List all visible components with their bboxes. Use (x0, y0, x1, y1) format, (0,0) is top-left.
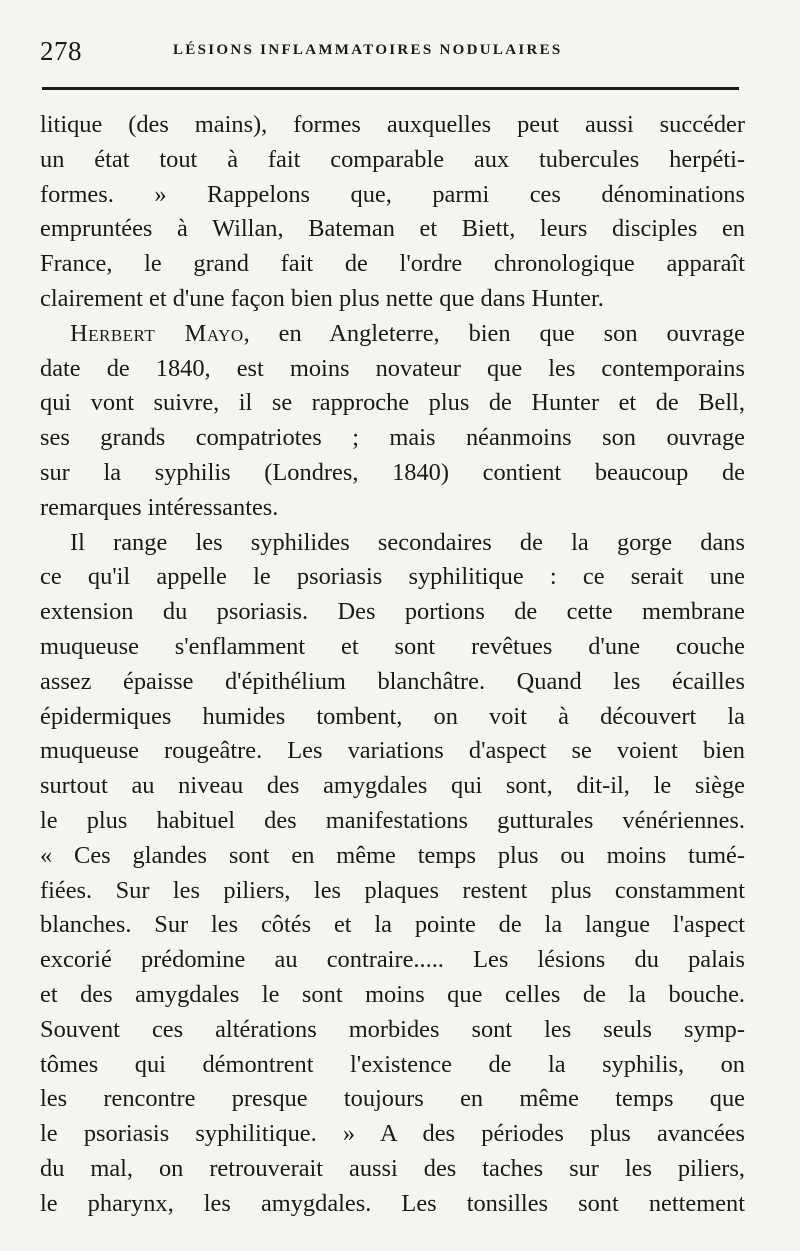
text-line (40, 317, 745, 352)
paragraph (40, 526, 745, 1222)
text-line: muqueuse s'enflamment et sont revêtues d'une couche (40, 632, 745, 660)
text-line: clairement et d'une façon bien plus nette que dans Hunter. (40, 284, 604, 312)
text-line: les rencontre presque toujours en même temps que (40, 1085, 745, 1113)
text-line: fiées. Sur les piliers, les plaques restent plus constamment (40, 876, 745, 904)
text-line: ce qu'il appelle le psoriasis syphilitique : ce serait une (40, 563, 745, 591)
paragraph (40, 108, 745, 317)
text-line: Il range les syphilides secondaires de la gorge dans (70, 528, 745, 556)
text-line: le psoriasis syphilitique. » A des périodes plus avancées (40, 1120, 745, 1148)
header-rule (42, 87, 739, 90)
text-line: France, le grand fait de l'ordre chronologique apparaît (40, 250, 745, 278)
text-line: assez épaisse d'épithélium blanchâtre. Quand les écailles (40, 667, 745, 695)
page-header (40, 36, 740, 76)
text-line: épidermiques humides tombent, on voit à découvert la (40, 702, 745, 730)
text-line: et des amygdales le sont moins que celles de la bouche. (40, 980, 745, 1008)
text-line: empruntées à Willan, Bateman et Biett, leurs disciples en (40, 215, 745, 243)
author-name: Herbert Mayo (70, 319, 244, 347)
text-line: sur la syphilis (Londres, 1840) contient beaucoup de (40, 458, 745, 486)
text-line: le pharynx, les amygdales. Les tonsilles sont nettement (40, 1189, 745, 1217)
text-line: litique (des mains), formes auxquelles peut aussi succéder (40, 111, 745, 138)
paragraph (40, 317, 745, 526)
text-line: remarques intéressantes. (40, 493, 279, 521)
text-line: blanches. Sur les côtés et la pointe de la langue l'aspect (40, 911, 745, 939)
text-line: qui vont suivre, il se rapproche plus de Hunter et de Bell, (40, 389, 745, 417)
page-number: 278 (40, 36, 82, 66)
text-line: un état tout à fait comparable aux tubercules herpéti- (40, 145, 745, 173)
text-line: tômes qui démontrent l'existence de la syphilis, on (40, 1050, 745, 1078)
running-title: LÉSIONS INFLAMMATOIRES NODULAIRES (173, 42, 563, 58)
text-line: le plus habituel des manifestations gutturales vénériennes. (40, 806, 745, 834)
text-line: Souvent ces altérations morbides sont les seuls symp- (40, 1015, 745, 1043)
text-line: extension du psoriasis. Des portions de cette membrane (40, 598, 745, 626)
text-line: du mal, on retrouverait aussi des taches sur les piliers, (40, 1154, 745, 1182)
body-text (40, 108, 745, 1222)
text-line: date de 1840, est moins novateur que les contemporains (40, 354, 745, 382)
text-line: excorié prédomine au contraire..... Les lésions du palais (40, 946, 745, 974)
text-line: muqueuse rougeâtre. Les variations d'aspect se voient bien (40, 737, 745, 765)
text-line: formes. » Rappelons que, parmi ces dénominations (40, 180, 745, 208)
text-fragment: , en Angleterre, bien que son ouvrage (243, 319, 745, 347)
text-line: surtout au niveau des amygdales qui sont, dit-il, le siège (40, 772, 745, 800)
text-line: ses grands compatriotes ; mais néanmoins son ouvrage (40, 424, 745, 452)
text-line: « Ces glandes sont en même temps plus ou moins tumé- (40, 841, 745, 869)
